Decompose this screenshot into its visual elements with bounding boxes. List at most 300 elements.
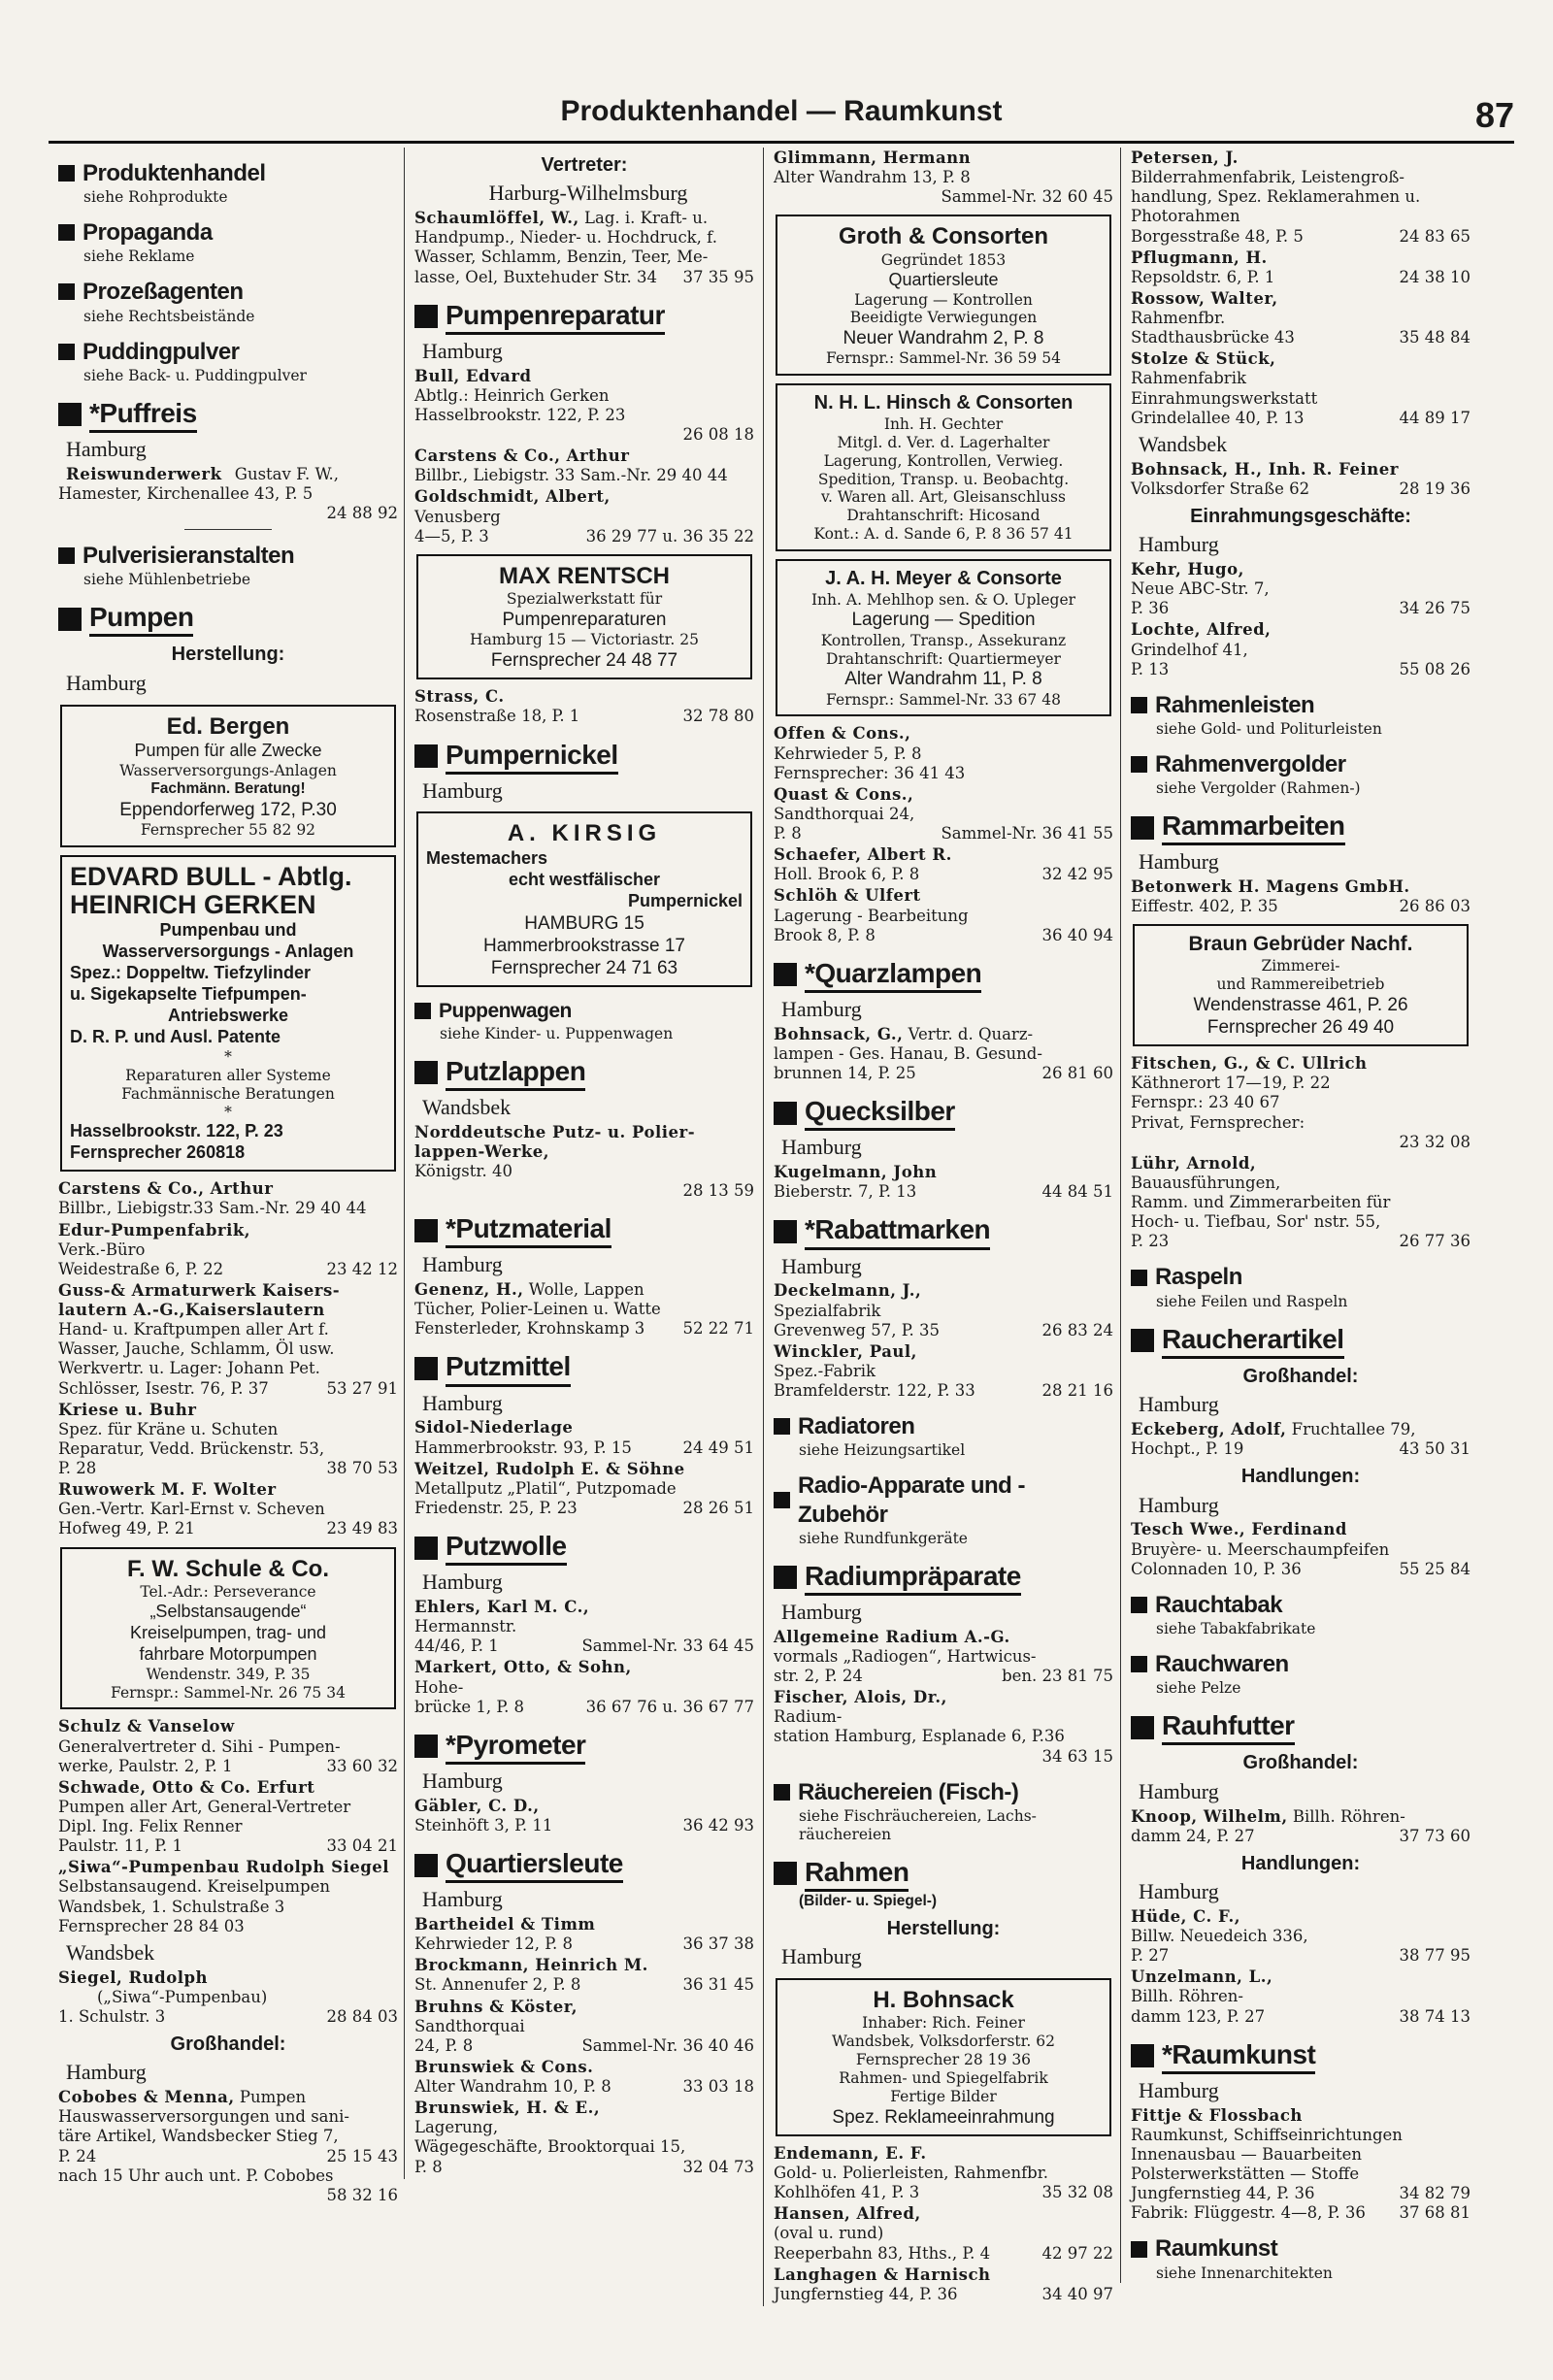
entry-name: Winckler, Paul, — [774, 1341, 917, 1361]
entry-name: Deckelmann, J., — [774, 1281, 922, 1301]
bullet-square — [774, 1492, 790, 1508]
entry-name: Ehlers, Karl M. C., — [414, 1598, 590, 1617]
bullet-square — [58, 283, 75, 300]
city-label: Hamburg — [781, 1253, 862, 1278]
bullet-square — [774, 963, 797, 986]
list-entry — [1131, 1154, 1470, 1252]
list-entry — [1131, 248, 1470, 287]
entry-line: Grevenweg 57, P. 35 26 83 24 — [774, 1320, 1113, 1339]
entry-line: (oval u. rund) — [774, 2224, 884, 2243]
see-reference: siehe Gold- und Politurleisten — [1156, 720, 1382, 739]
entry-name: Bartheidel & Timm — [414, 1915, 596, 1934]
entry-name: Sidol-Niederlage — [414, 1418, 574, 1438]
sub-heading: Handlungen: — [1240, 1466, 1361, 1488]
entry-line: str. 2, P. 24 ben. 23 81 75 — [774, 1667, 1113, 1686]
list-entry — [414, 2058, 754, 2097]
entry-line: handlung, Spez. Reklamerahmen u. — [1131, 187, 1421, 207]
entry-line: Jungfernstieg 44, P. 36 34 40 97 — [774, 2284, 1113, 2303]
list-entry — [58, 1480, 398, 1538]
bullet-square — [1131, 816, 1154, 840]
entry-name: Markert, Otto, & Sohn, — [414, 1658, 632, 1677]
list-entry — [1131, 349, 1470, 428]
column-2 — [404, 148, 760, 2179]
list-entry: Kugelmann, John Bieberstr. 7, P. 13 44 84 51 — [774, 1163, 1113, 1202]
list-entry — [58, 1179, 398, 1218]
section-heading: Radiumpräparate — [774, 1560, 1113, 1596]
page-title: Produktenhandel — Raumkunst — [560, 95, 1003, 127]
city-label: Hamburg — [1139, 2077, 1219, 2102]
list-entry: Tesch Wwe., Ferdinand Bruyère- u. Meerschaumpfeifen Colonnaden 10, P. 36 55 25 84 — [1131, 1520, 1470, 1578]
list-entry — [774, 845, 1113, 884]
entry-line: 24, P. 8 Sammel-Nr. 36 40 46 — [414, 2035, 754, 2055]
section-heading: Quecksilber — [774, 1095, 1113, 1131]
entry-line: Photorahmen — [1131, 207, 1240, 226]
bullet-square — [58, 224, 75, 241]
bullet-square — [774, 1418, 790, 1435]
list-entry — [774, 2265, 1113, 2304]
bullet-square — [774, 1862, 797, 1885]
section-heading: Räuchereien (Fisch-) — [774, 1778, 1113, 1806]
see-reference: siehe Rundfunkgeräte — [799, 1529, 968, 1547]
bullet-square — [1131, 1270, 1147, 1286]
entry-name: Stolze & Stück, — [1131, 349, 1276, 369]
entry-line: Kehrwieder 5, P. 8 — [774, 744, 922, 763]
section-heading: Rahmenvergolder — [1131, 750, 1470, 778]
entry-line: Wägegeschäfte, Brooktorquai 15, — [414, 2137, 686, 2157]
entry-name: Fitschen, G., & C. Ullrich — [1131, 1054, 1368, 1074]
entry-name: Guss-& Armaturwerk Kaisers-lautern A.-G.,Kaiserslautern — [58, 1280, 341, 1320]
list-entry — [414, 1956, 754, 1995]
entry-line: station Hamburg, Esplanade 6, P.36 — [774, 1727, 1065, 1746]
sub-heading: Handlungen: — [1240, 1852, 1361, 1874]
section-heading: *Pyrometer — [414, 1729, 754, 1765]
list-entry — [414, 1418, 754, 1457]
advertisement-box: Groth & Consorten Gegründet 1853 Quartiersleute Lagerung — Kontrollen Beeidigte Verwiegungen Neuer Wandrahm 2, P. 8 Fernspr.: Sammel-Nr. 36 59 54 — [776, 215, 1111, 376]
bullet-square — [1131, 1329, 1154, 1352]
see-reference: siehe Feilen und Raspeln — [1156, 1292, 1348, 1310]
page-number: 87 — [1474, 95, 1514, 135]
city-label: Hamburg — [1139, 1392, 1219, 1417]
entry-line: damm 123, P. 27 38 74 13 — [1131, 2006, 1470, 2026]
entry-line: Wasser, Jauche, Schlamm, Öl usw. — [58, 1339, 335, 1359]
city-label: Hamburg — [781, 1599, 862, 1624]
entry-name: Bruhns & Köster, — [414, 1997, 578, 2016]
list-entry — [414, 446, 754, 485]
city-label: Hamburg — [781, 1944, 862, 1969]
list-entry: Schaumlöffel, W., Lag. i. Kraft- u. Handpump., Nieder- u. Hochdruck, f. Wasser, Schlamm, Benzin, Teer, Me- lasse, Oel, Buxtehuder Str. 34 37 35 95 — [414, 209, 754, 286]
entry-line: Ramm. und Zimmerarbeiten für — [1131, 1193, 1391, 1212]
column-3 — [763, 148, 1119, 2306]
entry-line: Gen.-Vertr. Karl-Ernst v. Scheven — [58, 1500, 325, 1519]
bullet-square — [58, 165, 75, 182]
city-label: Hamburg — [422, 1768, 503, 1793]
advertisement-box: EDVARD BULL - Abtlg. HEINRICH GERKEN Pumpenbau und Wasserversorgungs - Anlagen Spez.: Doppeltw. Tiefzylinder u. Sigekapselte Tiefpumpen- Antriebswerke D. R. P. und Ausl. Patente * Reparaturen aller Systeme Fachmännische Beratungen * Hasselbrookstr. 122, P. 23 Fernsprecher 260818 — [60, 855, 396, 1173]
advertisement-box: A. KIRSIG Mestemachers echt westfälischer Pumpernickel HAMBURG 15 Hammerbrookstrasse 17 Fernsprecher 24 71 63 — [416, 811, 752, 987]
advertisement-box: F. W. Schule & Co. Tel.-Adr.: Perseverance „Selbstansaugende“ Kreiselpumpen, trag- und fahrbare Motorpumpen Wendenstr. 349, P. 35 Fernspr.: Sammel-Nr. 26 75 34 — [60, 1547, 396, 1710]
list-entry — [1131, 560, 1470, 618]
entry-line: Gold- u. Polierleisten, Rahmenfbr. — [774, 2164, 1049, 2183]
city-label: Hamburg — [422, 1390, 503, 1415]
entry-line: Kehrwieder 12, P. 8 36 37 38 — [414, 1934, 754, 1954]
section-heading: Puddingpulver — [58, 338, 398, 366]
bullet-square — [1131, 1716, 1154, 1739]
entry-name: Rossow, Walter, — [1131, 288, 1278, 308]
entry-name: Ruwowerk M. F. Wolter — [58, 1480, 277, 1500]
sub-heading: Vertreter: — [541, 154, 628, 176]
entry-line: Werkvertr. u. Lager: Johann Pet. — [58, 1359, 320, 1378]
bullet-square — [414, 305, 438, 328]
entry-name: Allgemeine Radium A.-G. — [774, 1627, 1010, 1646]
city-label: Hamburg — [422, 1252, 503, 1277]
city-label: Hamburg — [1139, 532, 1219, 557]
list-entry: Bohnsack, G., Vertr. d. Quarz- lampen - Ges. Hanau, B. Gesund- brunnen 14, P. 25 26 81 60 — [774, 1024, 1113, 1083]
bullet-square — [58, 547, 75, 564]
section-heading: Puppenwagen — [414, 999, 754, 1024]
list-entry: Glimmann, Hermann Alter Wandrahm 13, P. 8 Sammel-Nr. 32 60 45 — [774, 149, 1113, 207]
see-reference: siehe Tabakfabrikate — [1156, 1620, 1316, 1638]
entry-line: Sandthorquai 24, — [774, 804, 915, 823]
entry-line: Hermannstr. — [414, 1617, 517, 1636]
entry-line: Weidestraße 6, P. 22 23 42 12 — [58, 1259, 398, 1278]
list-entry — [58, 1717, 398, 1775]
list-entry — [58, 1858, 398, 1936]
entry-line: Friedenstr. 25, P. 23 28 26 51 — [414, 1498, 754, 1517]
advertisement-box: H. Bohnsack Inhaber: Rich. Feiner Wandsbek, Volksdorferstr. 62 Fernsprecher 28 19 36 Rahmen- und Spiegelfabrik Fertige Bilder Spez. Reklameeinrahmung — [776, 1978, 1111, 2136]
section-heading: Raumkunst — [1131, 2234, 1470, 2263]
entry-line: Metallputz „Platil“, Putzpomade — [414, 1478, 677, 1498]
city-label: Wandsbek — [66, 1939, 155, 1965]
entry-name: Bull, Edvard — [414, 366, 532, 385]
section-heading: Putzlappen — [414, 1055, 754, 1091]
entry-line: 34 63 15 — [1041, 1746, 1113, 1766]
entry-line: P. 13 55 08 26 — [1131, 659, 1470, 678]
section-heading: Raspeln — [1131, 1263, 1470, 1291]
entry-line: Schlösser, Isestr. 76, P. 37 53 27 91 — [58, 1378, 398, 1398]
advertisement-box: MAX RENTSCH Spezialwerkstatt für Pumpenreparaturen Hamburg 15 — Victoriastr. 25 Fernsprecher 24 48 77 — [416, 554, 752, 679]
bullet-square — [414, 1003, 431, 1019]
section-heading: Radiatoren — [774, 1412, 1113, 1440]
column-1 — [49, 148, 404, 2207]
entry-line: Hasselbrookstr. 122, P. 23 — [414, 405, 626, 424]
entry-line: Sandthorquai — [414, 2016, 525, 2035]
bullet-square — [1131, 697, 1147, 713]
list-entry: Reiswunderwerk Gustav F. W., Hamester, Kirchenallee 43, P. 5 24 88 92 — [58, 464, 398, 522]
bullet-square — [414, 1061, 438, 1084]
entry-name: Langhagen & Harnisch — [774, 2264, 991, 2284]
entry-line: Grindelhof 41, — [1131, 640, 1248, 659]
entry-line: Abtlg.: Heinrich Gerken — [414, 385, 610, 405]
section-heading: Pumpenreparatur — [414, 299, 754, 335]
entry-line: Radium- — [774, 1707, 843, 1727]
list-entry — [1131, 620, 1470, 678]
bullet-square — [58, 608, 82, 631]
entry-name: Quast & Cons., — [774, 784, 914, 804]
see-reference: siehe Rohprodukte — [83, 188, 228, 207]
entry-name: Endemann, E. F. — [774, 2143, 927, 2163]
entry-name: Hansen, Alfred, — [774, 2204, 921, 2224]
bullet-square — [414, 1357, 438, 1380]
entry-name: Schulz & Vanselow — [58, 1717, 235, 1736]
city-label: Hamburg — [66, 436, 147, 461]
list-entry: Gäbler, C. D., Steinhöft 3, P. 11 36 42 93 — [414, 1796, 754, 1835]
entry-line: Repsoldstr. 6, P. 1 24 38 10 — [1131, 267, 1470, 286]
advertisement-box: Braun Gebrüder Nachf. Zimmerei- und Rammereibetrieb Wendenstrasse 461, P. 26 Fernsprecher 26 49 40 — [1133, 924, 1469, 1046]
list-entry — [414, 487, 754, 545]
entry-line: Paulstr. 11, P. 1 33 04 21 — [58, 1836, 398, 1856]
section-heading: Propaganda — [58, 218, 398, 247]
section-heading: *Putzmaterial — [414, 1212, 754, 1248]
section-heading: Pulverisieranstalten — [58, 542, 398, 570]
list-entry: Genenz, H., Wolle, Lappen Tücher, Polier-Leinen u. Watte Fensterleder, Krohnskamp 3 52 22 71 — [414, 1280, 754, 1339]
entry-line: Rahmenfabrik — [1131, 369, 1246, 388]
bullet-square — [414, 744, 438, 768]
bullet-square — [774, 1220, 797, 1243]
entry-line: Spez. für Kräne u. Schuten — [58, 1419, 279, 1438]
see-reference: siehe Mühlenbetriebe — [83, 571, 251, 589]
entry-line: Generalvertreter d. Sihi - Pumpen- — [58, 1736, 341, 1756]
bullet-square — [774, 1102, 797, 1125]
city-label: Wandsbek — [422, 1094, 512, 1119]
entry-line: Bauausführungen, — [1131, 1173, 1281, 1192]
bullet-square — [1131, 1597, 1147, 1613]
entry-line: Billh. Röhren- — [1131, 1987, 1243, 2006]
entry-line: Alter Wandrahm 10, P. 8 33 03 18 — [414, 2077, 754, 2097]
list-entry — [1131, 1967, 1470, 2026]
list-entry — [774, 724, 1113, 782]
entry-line: 23 32 08 — [1399, 1132, 1470, 1151]
section-heading: Rammarbeiten — [1131, 810, 1470, 845]
see-reference: siehe Kinder- u. Puppenwagen — [440, 1024, 674, 1042]
entry-name: Hüde, C. F., — [1131, 1906, 1240, 1926]
entry-line: 26 08 18 — [682, 425, 754, 445]
city-label: Hamburg — [1139, 849, 1219, 875]
list-entry — [58, 1281, 398, 1399]
section-heading: Quartiersleute — [414, 1847, 754, 1883]
advertisement-box: Ed. Bergen Pumpen für alle Zwecke Wasserversorgungs-Anlagen Fachmänn. Beratung! Eppendorferweg 172, P.30 Fernsprecher 55 82 92 — [60, 705, 396, 847]
entry-line: Hand- u. Kraftpumpen aller Art f. — [58, 1320, 329, 1339]
entry-name: Kehr, Hugo, — [1131, 560, 1244, 579]
list-entry — [1131, 149, 1470, 247]
section-heading: Rahmenleisten — [1131, 691, 1470, 719]
entry-line: vormals „Radiogen“, Hartwicus- — [774, 1646, 1037, 1666]
entry-name: Brunswiek & Cons. — [414, 2057, 594, 2076]
page-header — [49, 89, 1514, 144]
entry-line: Lagerung - Bearbeitung — [774, 906, 969, 925]
entry-line: Spezialfabrik — [774, 1301, 881, 1320]
see-reference: siehe Innenarchitekten — [1156, 2264, 1333, 2282]
entry-name: Carstens & Co., Arthur — [414, 446, 630, 466]
section-heading: Pumpernickel — [414, 739, 754, 775]
entry-line: Lagerung, — [414, 2118, 499, 2137]
bullet-square — [58, 344, 75, 360]
entry-line: Bilderrahmenfabrik, Leistengroß- — [1131, 168, 1404, 187]
header-rule — [49, 141, 1514, 144]
section-heading: *Puffreis — [58, 397, 398, 433]
section-heading: *Rabattmarken — [774, 1213, 1113, 1249]
city-label: Hamburg — [422, 1570, 503, 1595]
sub-heading: Herstellung: — [886, 1917, 1001, 1939]
entry-line: 44/46, P. 1 Sammel-Nr. 33 64 45 — [414, 1636, 754, 1656]
entry-name: Offen & Cons., — [774, 724, 911, 744]
see-reference: siehe Heizungsartikel — [799, 1441, 966, 1460]
section-heading: Raucherartikel — [1131, 1323, 1470, 1359]
entry-line: P. 36 34 26 75 — [1131, 599, 1470, 618]
entry-line: Wandsbek, 1. Schulstraße 3 — [58, 1897, 285, 1916]
list-entry — [774, 2204, 1113, 2263]
entry-line: Spez.-Fabrik — [774, 1361, 876, 1380]
see-reference: siehe Back- u. Puddingpulver — [83, 366, 307, 384]
section-heading: Rauhfutter — [1131, 1709, 1470, 1745]
city-label: Hamburg — [781, 1135, 862, 1160]
bullet-square — [1131, 2241, 1147, 2258]
column-4 — [1120, 148, 1476, 2283]
list-entry: Norddeutsche Putz- u. Polier-lappen-Werke, Königstr. 40 28 13 59 — [414, 1122, 754, 1200]
section-heading: Rauchtabak — [1131, 1591, 1470, 1619]
city-label: Hamburg — [1139, 1879, 1219, 1904]
entry-line: Hofweg 49, P. 21 23 49 83 — [58, 1519, 398, 1538]
city-label: Hamburg — [422, 777, 503, 803]
list-entry — [774, 2144, 1113, 2202]
sub-heading: Großhandel: — [1242, 1365, 1359, 1387]
list-entry — [58, 1778, 398, 1857]
entry-line: Bramfelderstr. 122, P. 33 28 21 16 — [774, 1381, 1113, 1401]
entry-line: werke, Paulstr. 2, P. 1 33 60 32 — [58, 1756, 398, 1775]
entry-line: P. 8 32 04 73 — [414, 2157, 754, 2176]
see-reference: siehe Pelze — [1156, 1679, 1241, 1698]
list-entry — [414, 1915, 754, 1954]
entry-line: Fernsprecher: 36 41 43 — [774, 763, 966, 782]
entry-line: Billw. Neuedeich 336, — [1131, 1927, 1308, 1946]
entry-name: Unzelmann, L., — [1131, 1967, 1273, 1987]
list-entry — [774, 886, 1113, 944]
entry-line: P. 27 38 77 95 — [1131, 1946, 1470, 1966]
list-entry: Bohnsack, H., Inh. R. Feiner Volksdorfer Straße 62 28 19 36 — [1131, 459, 1470, 498]
entry-line: Rahmenfbr. — [1131, 309, 1226, 327]
city-label: Hamburg — [66, 2060, 147, 2085]
sub-heading: Großhandel: — [170, 2033, 286, 2055]
see-reference: siehe Fischräuchereien, Lachs-räuchereien — [799, 1806, 1037, 1843]
entry-name: Goldschmidt, Albert, — [414, 487, 611, 507]
section-heading: *Raumkunst — [1131, 2038, 1470, 2074]
section-heading: *Quarzlampen — [774, 957, 1113, 993]
bullet-square — [1131, 2044, 1154, 2067]
bullet-square — [414, 1854, 438, 1877]
section-heading: Rahmen — [774, 1856, 1113, 1892]
entry-name: Pflugmann, H. — [1131, 248, 1268, 267]
section-heading: Rauchwaren — [1131, 1650, 1470, 1678]
list-entry: Knoop, Wilhelm, Billh. Röhren- damm 24, P. 27 37 73 60 — [1131, 1806, 1470, 1845]
sub-heading: Großhandel: — [1242, 1752, 1359, 1774]
see-reference: (Bilder- u. Spiegel-) — [799, 1892, 938, 1909]
entry-line: Fernspr.: 23 40 67 — [1131, 1093, 1280, 1112]
list-entry — [58, 1401, 398, 1479]
entry-line: Käthnerort 17—19, P. 22 — [1131, 1074, 1331, 1093]
entry-name: „Siwa“-Pumpenbau Rudolph Siegel — [58, 1858, 390, 1877]
entry-line: Venusberg — [414, 507, 501, 526]
see-reference: siehe Rechtsbeistände — [83, 307, 255, 325]
bullet-square — [414, 1537, 438, 1560]
list-entry — [774, 1688, 1113, 1767]
list-entry — [414, 1460, 754, 1518]
entry-line: Pumpen aller Art, General-Vertreter — [58, 1797, 351, 1816]
entry-line: Neue ABC-Str. 7, — [1131, 579, 1270, 599]
entry-name: Fischer, Alois, Dr., — [774, 1688, 947, 1707]
entry-name: Edur-Pumpenfabrik, — [58, 1220, 251, 1240]
city-label: Hamburg — [781, 997, 862, 1022]
list-entry — [774, 1342, 1113, 1401]
advertisement-box: J. A. H. Meyer & Consorte Inh. A. Mehlhop sen. & O. Upleger Lagerung — Spedition Kontrollen, Transp., Assekuranz Drahtanschrift: Quartiermeyer Alter Wandrahm 11, P. 8 Fernspr.: Sammel-Nr. 33 67 48 — [776, 559, 1111, 716]
city-label: Wandsbek — [1139, 431, 1228, 456]
city-label: Hamburg — [66, 670, 147, 695]
entry-line: Hammerbrookstr. 93, P. 15 24 49 51 — [414, 1438, 754, 1457]
bullet-square — [1131, 1656, 1147, 1672]
entry-name: Schlöh & Ulfert — [774, 886, 921, 906]
entry-line: Kohlhöfen 41, P. 3 35 32 08 — [774, 2183, 1113, 2202]
list-entry: Cobobes & Menna, Pumpen Hauswasserversorgungen und sani- täre Artikel, Wandsbecker Stieg 7, P. 24 25 15 43 nach 15 Uhr auch unt. P. Cobobes 58 32 16 — [58, 2088, 398, 2204]
bullet-square — [774, 1566, 797, 1589]
list-entry: Betonwerk H. Magens GmbH. Eiffestr. 402, P. 35 26 86 03 — [1131, 877, 1470, 916]
entry-line: P. 28 38 70 53 — [58, 1459, 398, 1478]
section-heading: Pumpen — [58, 601, 398, 637]
entry-name: Brockmann, Heinrich M. — [414, 1956, 648, 1975]
sub-heading: Herstellung: — [171, 644, 285, 666]
entry-line: P. 23 26 77 36 — [1131, 1232, 1470, 1251]
entry-line: Reeperbahn 83, Hths., P. 4 42 97 22 — [774, 2243, 1113, 2263]
bullet-square — [414, 1219, 438, 1242]
list-entry — [774, 1628, 1113, 1686]
entry-line: Einrahmungswerkstatt — [1131, 388, 1318, 408]
bullet-square — [774, 1784, 790, 1801]
list-entry — [414, 1658, 754, 1716]
city-label: Hamburg — [422, 338, 503, 363]
list-entry — [58, 1221, 398, 1279]
city-label: Harburg-Wilhelmsburg — [488, 181, 688, 206]
entry-name: Lochte, Alfred, — [1131, 620, 1272, 640]
entry-name: Lühr, Arnold, — [1131, 1153, 1257, 1173]
bullet-square — [1131, 756, 1147, 773]
entry-name: Kriese u. Buhr — [58, 1400, 197, 1419]
section-heading: Radio-Apparate und -Zubehör — [774, 1471, 1113, 1529]
list-entry: Eckeberg, Adolf, Fruchtallee 79, Hochpt., P. 19 43 50 31 — [1131, 1419, 1470, 1459]
list-entry — [774, 1281, 1113, 1339]
entry-line: brücke 1, P. 8 36 67 76 u. 36 67 77 — [414, 1697, 754, 1716]
entry-line: Verk.-Büro — [58, 1240, 146, 1259]
list-entry: Siegel, Rudolph („Siwa“-Pumpenbau) 1. Schulstr. 3 28 84 03 — [58, 1967, 398, 2026]
list-entry — [414, 2099, 754, 2177]
entry-line: Reparatur, Vedd. Brückenstr. 53, — [58, 1438, 325, 1458]
section-heading: Prozeßagenten — [58, 278, 398, 306]
city-label: Hamburg — [422, 1887, 503, 1912]
entry-name: Petersen, J. — [1131, 149, 1239, 167]
list-entry — [414, 1598, 754, 1656]
entry-name: Weitzel, Rudolph E. & Söhne — [414, 1459, 685, 1478]
section-heading: Produktenhandel — [58, 159, 398, 187]
list-entry — [1131, 289, 1470, 347]
entry-line: Dipl. Ing. Felix Renner — [58, 1817, 243, 1836]
bullet-square — [414, 1735, 438, 1758]
entry-line: Hohe- — [414, 1677, 464, 1697]
see-reference: siehe Reklame — [83, 248, 195, 266]
bullet-square — [58, 403, 82, 426]
list-entry: Strass, C. Rosenstraße 18, P. 1 32 78 80 — [414, 687, 754, 726]
entry-line: Borgesstraße 48, P. 5 24 83 65 — [1131, 226, 1470, 246]
entry-name: Schwade, Otto & Co. Erfurt — [58, 1777, 315, 1797]
section-heading: Putzmittel — [414, 1350, 754, 1386]
separator — [184, 529, 272, 530]
list-entry — [774, 785, 1113, 843]
city-label: Hamburg — [1139, 1492, 1219, 1517]
entry-line: Grindelallee 40, P. 13 44 89 17 — [1131, 408, 1470, 427]
